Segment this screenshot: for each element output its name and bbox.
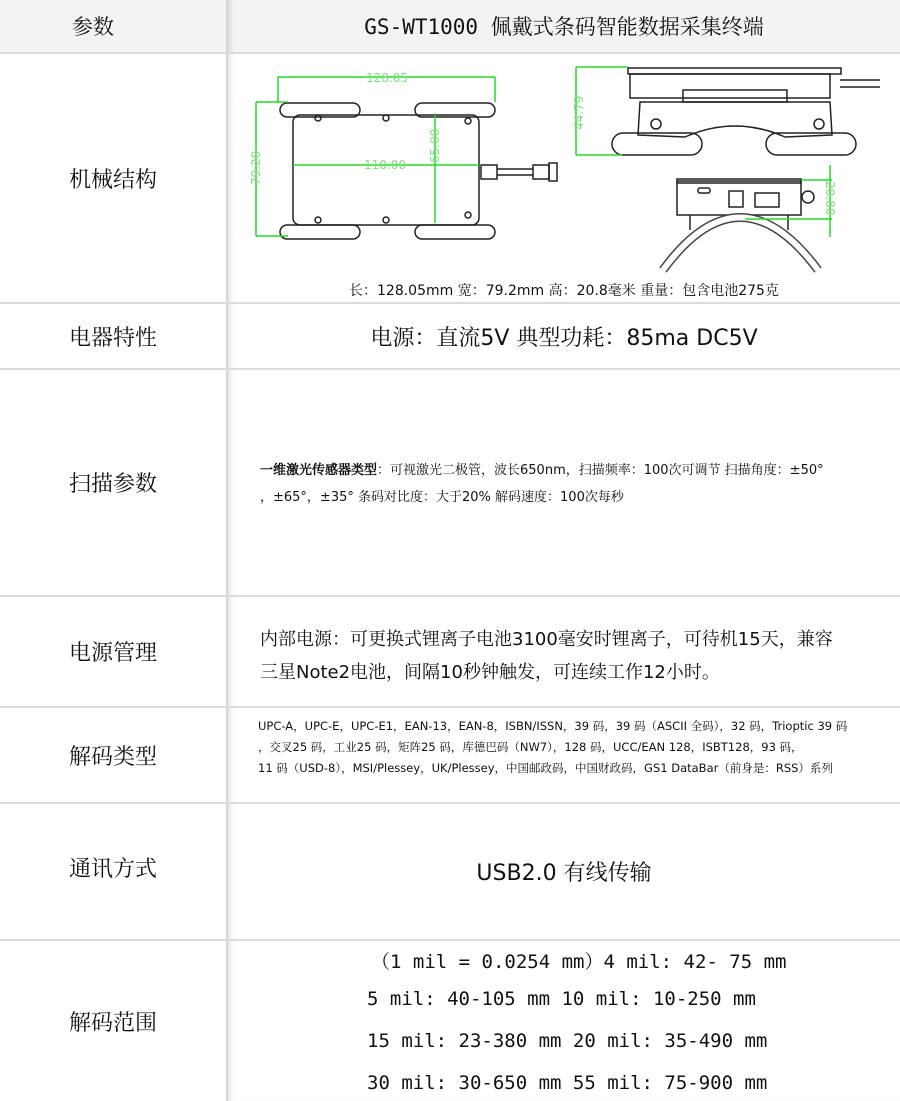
dimension-caption: 长：128.05mm 宽：79.2mm 高：20.8毫米 重量：包含电池275克 xyxy=(349,283,779,299)
row-label: 电器特性 xyxy=(0,304,228,368)
row-label: 通讯方式 xyxy=(0,804,228,939)
row-value xyxy=(228,370,900,595)
row-value xyxy=(228,941,900,1101)
dim-inner-length: 110.00 xyxy=(364,158,406,172)
row-label: 解码范围 xyxy=(0,941,228,1101)
row-label: 电源管理 xyxy=(0,597,228,706)
row-value: 电源：直流5V 典型功耗：85ma DC5V xyxy=(228,304,900,368)
range-line-4: 30 mil: 30-650 mm 55 mil: 75-900 mm xyxy=(367,1072,768,1094)
row-value xyxy=(228,597,900,706)
decode-line-1: UPC-A，UPC-E，UPC-E1，EAN-13，EAN-8，ISBN/ISSN，39 码，39 码（ASCII 全码），32 码，Trioptic 39 码 xyxy=(258,719,848,733)
row-label: 扫描参数 xyxy=(0,370,228,595)
power-line-1: 内部电源：可更换式锂离子电池3100毫安时锂离子，可待机15天，兼容 xyxy=(260,629,833,650)
dim-height-side: 44.79 xyxy=(572,95,586,130)
table-row-communication xyxy=(0,804,900,941)
scan-line-1: ：可视激光二极管，波长650nm，扫描频率：100次可调节 扫描角度：±50° xyxy=(377,463,824,478)
row-value: USB2.0 有线传输 xyxy=(228,804,900,939)
range-line-1: （1 mil = 0.0254 mm）4 mil: 42- 75 mm xyxy=(371,951,787,973)
scan-line-2: ，±65°，±35° 条码对比度：大于20% 解码速度：100次每秒 xyxy=(260,490,624,505)
decode-line-3: 11 码（USD-8），MSI/Plessey，UK/Plessey，中国邮政码，中国财政码，GS1 DataBar（前身是：RSS）系列 xyxy=(258,761,833,775)
decode-line-2: ，交叉25 码，工业25 码，矩阵25 码，库德巴码（NW7），128 码，UCC/EAN 128，ISBT128，93 码， xyxy=(258,740,803,754)
table-row-electrical xyxy=(0,304,900,370)
range-line-3: 15 mil: 23-380 mm 20 mil: 35-490 mm xyxy=(367,1030,768,1052)
product-title: GS-WT1000 佩戴式条码智能数据采集终端 xyxy=(228,0,900,52)
dim-inner-width: 65.00 xyxy=(428,128,442,163)
row-label: 机械结构 xyxy=(0,54,228,302)
power-line-2: 三星Note2电池，间隔10秒钟触发，可连续工作12小时。 xyxy=(260,662,720,683)
side-view-drawing xyxy=(570,55,900,275)
range-line-2: 5 mil: 40-105 mm 10 mil: 10-250 mm xyxy=(367,988,756,1010)
sensor-type-label: 一维激光传感器类型 xyxy=(260,463,378,478)
mechanical-drawing-cell xyxy=(228,54,900,302)
row-label: 解码类型 xyxy=(0,708,228,802)
table-row-mechanical xyxy=(0,54,900,304)
dim-width: 79.20 xyxy=(249,150,263,185)
table-row-decode-range xyxy=(0,941,900,1101)
param-header-label: 参数 xyxy=(0,0,228,52)
table-row-decode-types xyxy=(0,708,900,804)
dim-length: 128.05 xyxy=(366,71,408,85)
table-row-power xyxy=(0,597,900,708)
top-view-drawing xyxy=(230,55,570,255)
table-header xyxy=(0,0,900,54)
row-value xyxy=(228,708,900,802)
table-row-scan xyxy=(0,370,900,597)
dim-height-front: 20.80 xyxy=(823,181,837,216)
